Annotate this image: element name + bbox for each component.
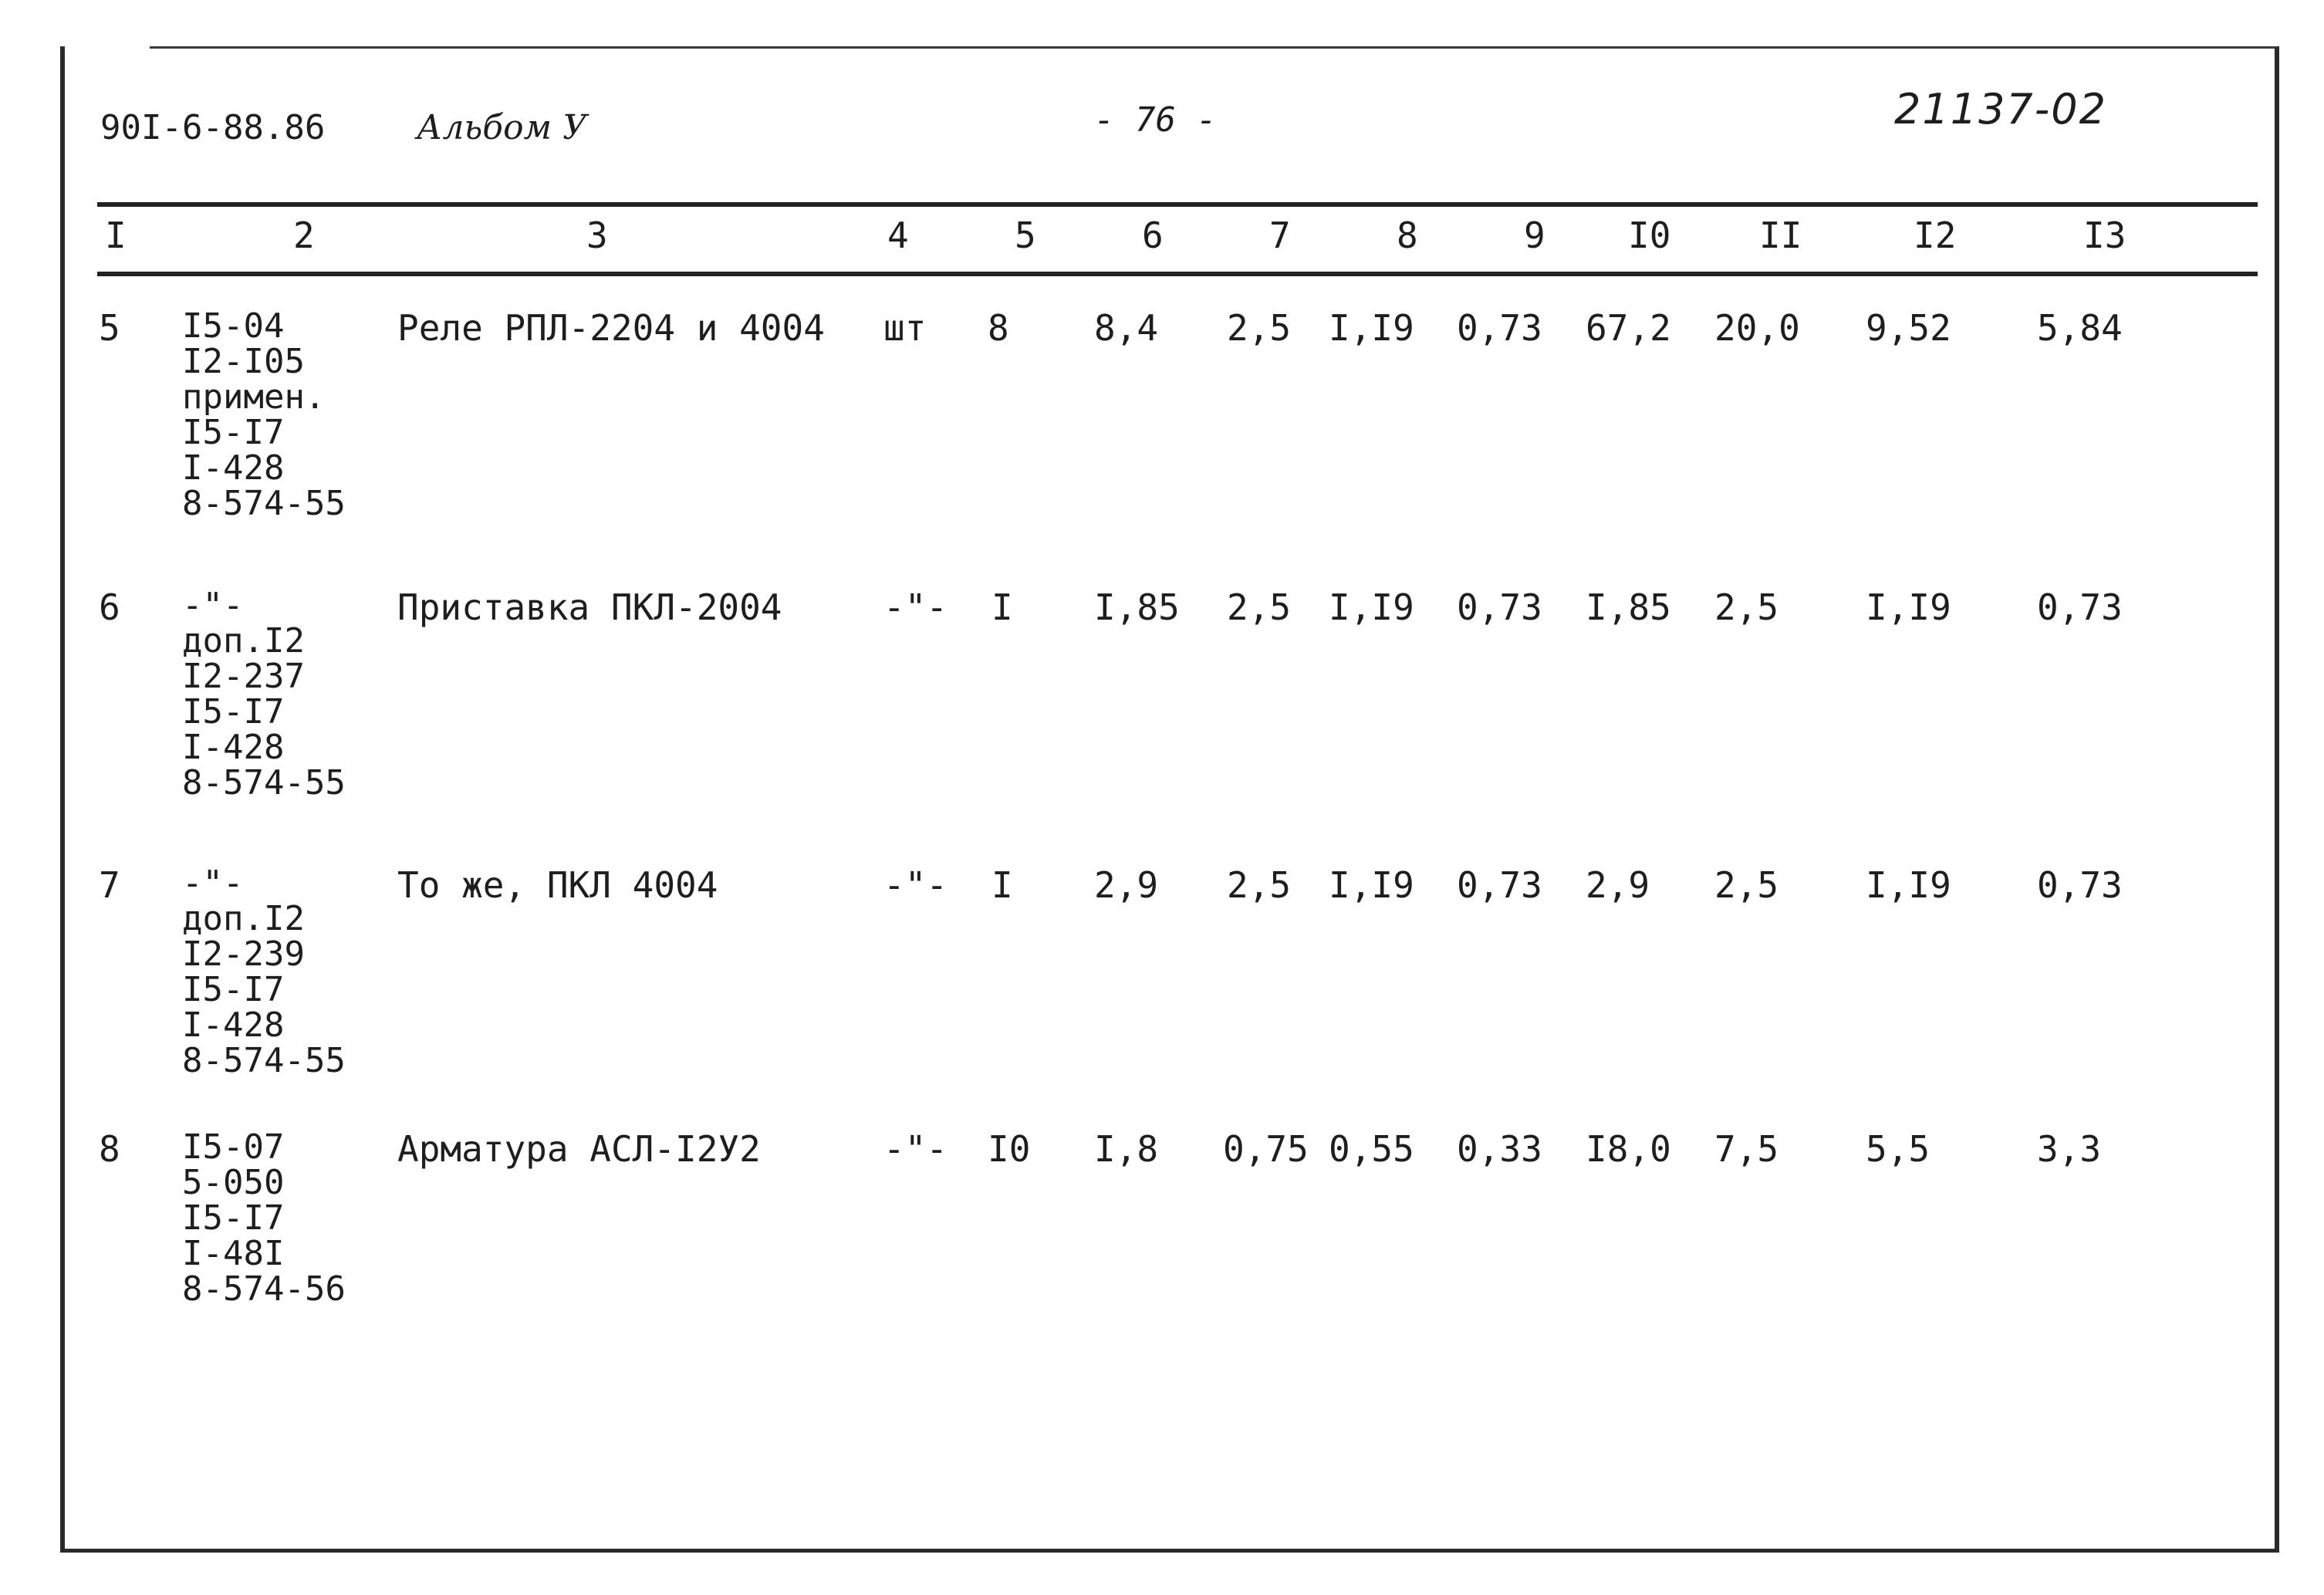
column-heading-11: II bbox=[1759, 215, 1802, 256]
value-col-11: 2,5 bbox=[1714, 864, 1779, 906]
quantity: I bbox=[991, 864, 1013, 906]
reference-line: I5-I7 bbox=[182, 970, 285, 1009]
value-col-13: 5,84 bbox=[2037, 307, 2123, 349]
column-heading-5: 5 bbox=[1015, 215, 1036, 256]
value-col-6: I,85 bbox=[1094, 586, 1180, 628]
value-col-11: 20,0 bbox=[1714, 307, 1800, 349]
reference-line: I-428 bbox=[182, 1005, 285, 1045]
value-col-6: I,8 bbox=[1094, 1128, 1159, 1170]
reference-line: I5-07 bbox=[182, 1127, 285, 1167]
column-heading-7: 7 bbox=[1269, 215, 1291, 256]
reference-line: I5-04 bbox=[182, 306, 285, 346]
document-code: 90I-6-88.86 bbox=[100, 108, 326, 147]
album-label: Альбом У bbox=[417, 108, 587, 147]
column-heading-10: I0 bbox=[1628, 215, 1671, 256]
page-number: - 76 - bbox=[1094, 100, 1217, 140]
reference-line: доп.I2 bbox=[182, 899, 305, 938]
value-col-10: 67,2 bbox=[1586, 307, 1671, 349]
row-number: 7 bbox=[99, 864, 120, 906]
reference-line: I-428 bbox=[182, 728, 285, 767]
reference-line: -"- bbox=[182, 586, 244, 625]
value-col-11: 7,5 bbox=[1714, 1128, 1779, 1170]
value-col-12: 5,5 bbox=[1866, 1128, 1930, 1170]
value-col-9: 0,73 bbox=[1457, 586, 1542, 628]
item-name: Реле РПЛ-2204 и 4004 bbox=[397, 307, 825, 349]
item-name: Приставка ПКЛ-2004 bbox=[397, 586, 782, 628]
value-col-6: 8,4 bbox=[1094, 307, 1159, 349]
column-heading-8: 8 bbox=[1397, 215, 1418, 256]
value-col-13: 0,73 bbox=[2037, 864, 2123, 906]
unit: -"- bbox=[883, 586, 948, 628]
value-col-13: 3,3 bbox=[2037, 1128, 2102, 1170]
column-heading-4: 4 bbox=[887, 215, 909, 256]
header-top-rule bbox=[97, 202, 2258, 207]
value-col-12: 9,52 bbox=[1866, 307, 1951, 349]
reference-line: доп.I2 bbox=[182, 621, 305, 661]
quantity: I0 bbox=[988, 1128, 1031, 1170]
value-col-8: I,I9 bbox=[1329, 864, 1414, 906]
column-heading-1: I bbox=[105, 215, 127, 256]
reference-line: I5-I7 bbox=[182, 692, 285, 732]
reference-line: I5-I7 bbox=[182, 1198, 285, 1238]
reference-line: 8-574-55 bbox=[182, 484, 346, 523]
row-number: 6 bbox=[99, 586, 120, 628]
column-heading-12: I2 bbox=[1914, 215, 1957, 256]
value-col-7: 2,5 bbox=[1227, 307, 1292, 349]
reference-line: 8-574-55 bbox=[182, 1041, 346, 1080]
value-col-10: I,85 bbox=[1586, 586, 1671, 628]
column-heading-13: I3 bbox=[2083, 215, 2126, 256]
reference-line: I2-239 bbox=[182, 934, 305, 974]
value-col-8: I,I9 bbox=[1329, 586, 1414, 628]
reference-line: примен. bbox=[182, 377, 326, 417]
item-name: Арматура АСЛ-I2У2 bbox=[397, 1128, 761, 1170]
reference-line: 5-050 bbox=[182, 1163, 285, 1202]
row-number: 5 bbox=[99, 307, 120, 349]
value-col-7: 2,5 bbox=[1227, 586, 1292, 628]
unit: шт bbox=[883, 307, 927, 349]
reference-line: 8-574-55 bbox=[182, 763, 346, 803]
reference-line: I5-I7 bbox=[182, 413, 285, 452]
value-col-7: 2,5 bbox=[1227, 864, 1292, 906]
value-col-13: 0,73 bbox=[2037, 586, 2123, 628]
reference-list bbox=[182, 863, 390, 1080]
reference-list bbox=[182, 1127, 390, 1309]
column-heading-3: 3 bbox=[586, 215, 608, 256]
unit: -"- bbox=[883, 864, 948, 906]
row-number: 8 bbox=[99, 1128, 120, 1170]
reference-line: I2-237 bbox=[182, 657, 305, 696]
value-col-9: 0,33 bbox=[1457, 1128, 1542, 1170]
value-col-10: 2,9 bbox=[1586, 864, 1650, 906]
value-col-8: I,I9 bbox=[1329, 307, 1414, 349]
column-heading-9: 9 bbox=[1524, 215, 1545, 256]
reference-line: 8-574-56 bbox=[182, 1269, 346, 1309]
reference-line: -"- bbox=[182, 863, 244, 903]
reference-list bbox=[182, 306, 390, 523]
column-heading-6: 6 bbox=[1142, 215, 1164, 256]
quantity: 8 bbox=[988, 307, 1009, 349]
quantity: I bbox=[991, 586, 1013, 628]
reference-line: I2-I05 bbox=[182, 342, 305, 381]
value-col-11: 2,5 bbox=[1714, 586, 1779, 628]
document-number: 21137-02 bbox=[1894, 85, 2107, 133]
value-col-9: 0,73 bbox=[1457, 307, 1542, 349]
item-name: То же, ПКЛ 4004 bbox=[397, 864, 718, 906]
column-heading-2: 2 bbox=[293, 215, 315, 256]
value-col-8: 0,55 bbox=[1329, 1128, 1414, 1170]
unit: -"- bbox=[883, 1128, 948, 1170]
value-col-12: I,I9 bbox=[1866, 864, 1951, 906]
value-col-7: 0,75 bbox=[1223, 1128, 1309, 1170]
reference-line: I-48I bbox=[182, 1234, 285, 1273]
value-col-12: I,I9 bbox=[1866, 586, 1951, 628]
header-bottom-rule bbox=[97, 272, 2258, 276]
reference-line: I-428 bbox=[182, 448, 285, 488]
value-col-10: I8,0 bbox=[1586, 1128, 1671, 1170]
value-col-6: 2,9 bbox=[1094, 864, 1159, 906]
value-col-9: 0,73 bbox=[1457, 864, 1542, 906]
reference-list bbox=[182, 588, 390, 801]
